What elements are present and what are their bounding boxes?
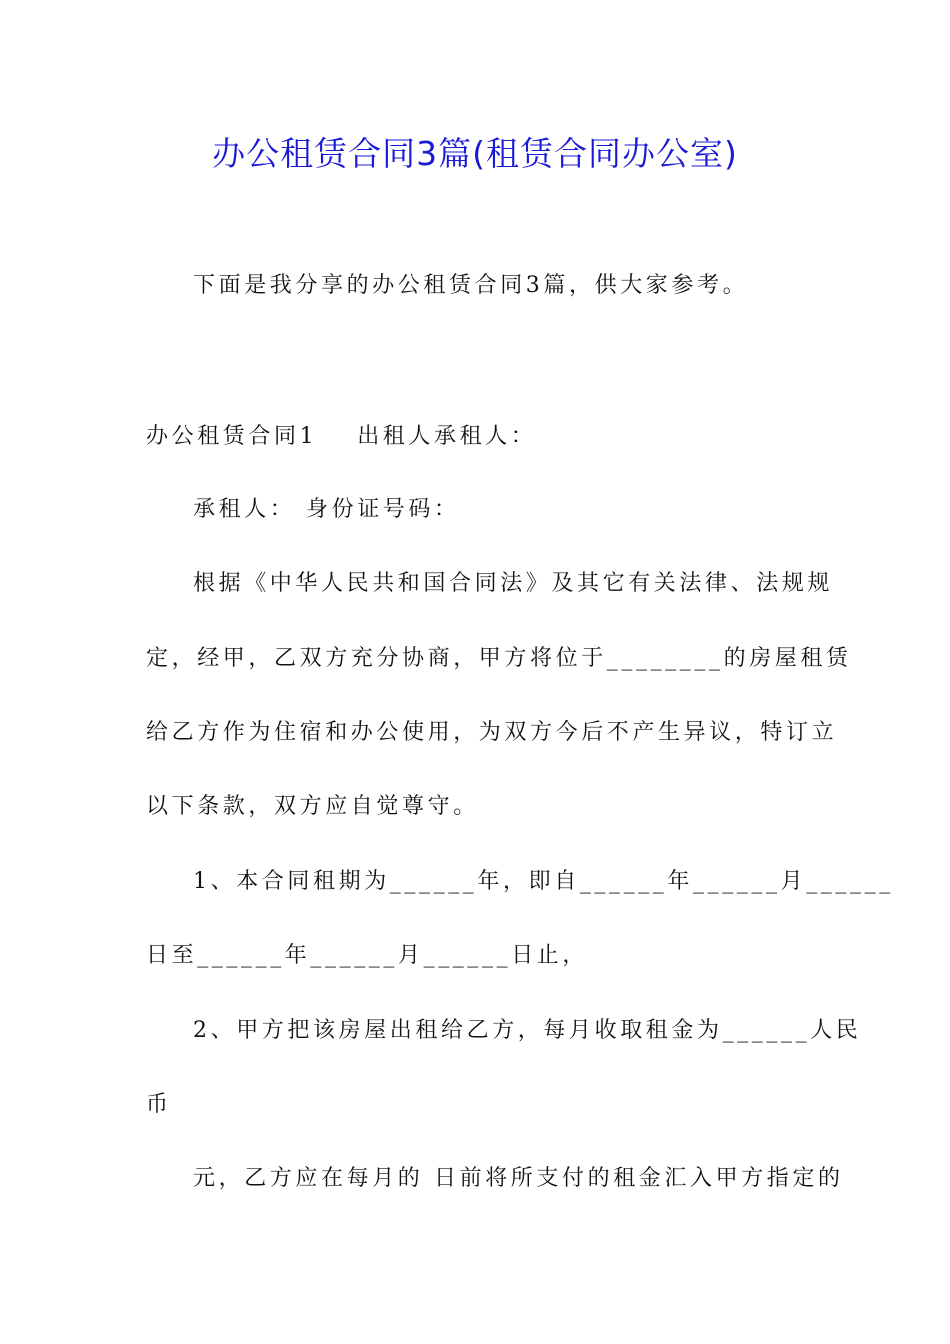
- paragraph-line: 根据《中华人民共和国合同法》及其它有关法律、法规规: [193, 571, 834, 596]
- paragraph-line: 币: [146, 1092, 172, 1117]
- section-heading-row: [146, 426, 536, 448]
- paragraph-line: 以下条款，双方应自觉尊守。: [146, 794, 479, 819]
- paragraph-line: 定，经甲，乙双方充分协商，甲方将位于________的房屋租赁: [146, 646, 852, 671]
- paragraph-line: 日至______年______月______日止，: [146, 943, 589, 968]
- paragraph-line: 2、甲方把该房屋出租给乙方，每月收取租金为______人民: [193, 1018, 862, 1043]
- section-parties: 出租人承租人：: [357, 424, 537, 449]
- tenant-line: 承租人： 身份证号码：: [193, 497, 460, 522]
- paragraph-line: 给乙方作为住宿和办公使用，为双方今后不产生异议，特订立: [146, 720, 838, 745]
- section-heading: 办公租赁合同1: [146, 424, 318, 449]
- paragraph-line: 元，乙方应在每月的 日前将所支付的租金汇入甲方指定的: [193, 1166, 844, 1191]
- paragraph-line: 1、本合同租期为______年，即自______年______月______: [193, 869, 894, 894]
- intro-text: 下面是我分享的办公租赁合同3篇，供大家参考。: [193, 273, 749, 298]
- document-title: 办公租赁合同3篇(租赁合同办公室): [212, 134, 738, 173]
